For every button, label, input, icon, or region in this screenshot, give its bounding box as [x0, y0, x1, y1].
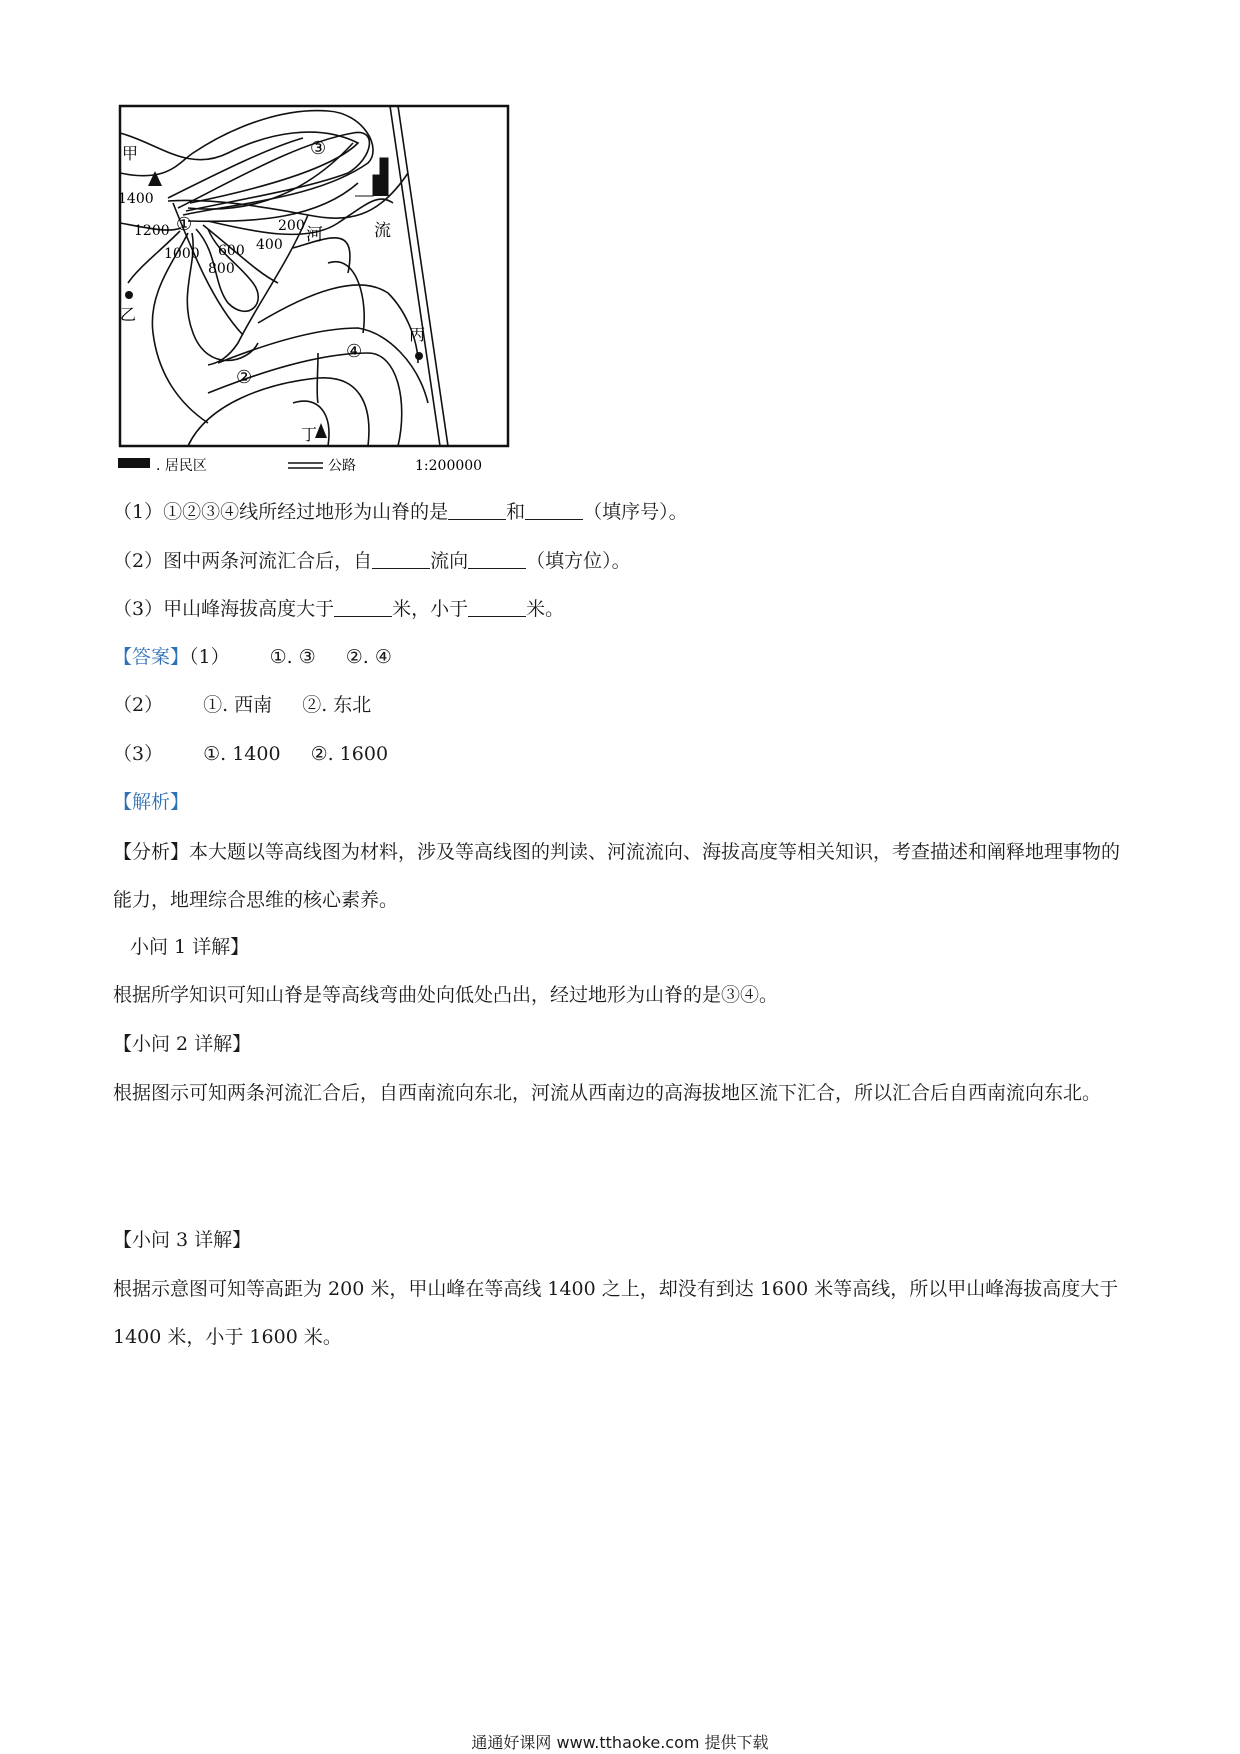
subquestion-2-title: 【小问 2 详解】 — [113, 1033, 252, 1055]
answer-blank — [525, 501, 583, 520]
subquestion-3-text: 根据示意图可知等高距为 200 米，甲山峰在等高线 1400 之上，却没有到达 1600 米等高线，所以甲山峰海拔高度大于 1400 米，小于 1600 米。 — [113, 1278, 1119, 1348]
label-n2: ② — [236, 367, 253, 388]
point-bing-icon — [415, 352, 423, 360]
answer-blank — [468, 598, 526, 617]
label-bing: 丙 — [409, 325, 426, 344]
legend-road-label: 公路 — [328, 458, 356, 474]
answer-line-1: 【答案】（1） ①. ③ ②. ④ — [113, 646, 392, 668]
contour-map — [118, 103, 513, 485]
answer-line-2: （2） ①. 西南 ②. 东北 — [113, 694, 372, 716]
label-400: 400 — [256, 237, 283, 253]
analysis-intro: 【分析】本大题以等高线图为材料，涉及等高线图的判读、河流流向、海拔高度等相关知识，考查描述和阐释地理事物的能力，地理综合思维的核心素养。 — [113, 841, 1121, 911]
answer-blank — [468, 550, 526, 569]
answer-blank — [448, 501, 506, 520]
page-footer: 通通好课网 www.tthaoke.com 提供下载 — [471, 1733, 769, 1752]
road-line — [390, 106, 440, 446]
label-jia: 甲 — [122, 144, 139, 163]
label-1000: 1000 — [164, 246, 200, 262]
answer-tag: 【答案】 — [113, 646, 190, 668]
label-ding: 丁 — [301, 425, 318, 444]
legend-scale: 1:200000 — [415, 458, 483, 474]
label-n4: ④ — [346, 341, 363, 362]
label-liu: 流 — [374, 221, 391, 241]
subquestion-3-title: 【小问 3 详解】 — [113, 1229, 252, 1251]
point-yi-icon — [125, 291, 133, 299]
subquestion-1-title: 小问 1 详解】 — [130, 936, 250, 958]
contour-map-figure — [118, 103, 513, 485]
question-2: （2）图中两条河流汇合后，自 流向 （填方位）。 — [113, 550, 631, 572]
label-1200: 1200 — [134, 223, 170, 239]
answer-blank — [372, 550, 430, 569]
answer-blank — [334, 598, 392, 617]
subquestion-2-text: 根据图示可知两条河流汇合后，自西南流向东北，河流从西南边的高海拔地区流下汇合，所以汇合后自西南流向东北。 — [113, 1082, 1102, 1104]
subquestion-1-text: 根据所学知识可知山脊是等高线弯曲处向低处凸出，经过地形为山脊的是③④。 — [113, 984, 779, 1006]
label-600: 600 — [218, 243, 245, 259]
label-1400: 1400 — [118, 191, 154, 207]
road-line — [398, 106, 448, 446]
analysis-tag: 【解析】 — [113, 791, 190, 813]
label-200: 200 — [278, 218, 305, 234]
legend-residential-label: . 居民区 — [156, 458, 207, 474]
question-1: （1）①②③④线所经过地形为山脊的是 和 （填序号）。 — [113, 501, 688, 523]
label-n1: ① — [176, 214, 193, 235]
answer-line-3: （3） ①. 1400 ②. 1600 — [113, 743, 389, 765]
question-3: （3）甲山峰海拔高度大于 米，小于 米。 — [113, 598, 565, 620]
label-yi: 乙 — [120, 305, 137, 324]
label-he: 河 — [306, 225, 323, 245]
legend-residential-icon — [118, 458, 150, 468]
label-800: 800 — [208, 261, 235, 277]
label-n3: ③ — [310, 138, 327, 159]
